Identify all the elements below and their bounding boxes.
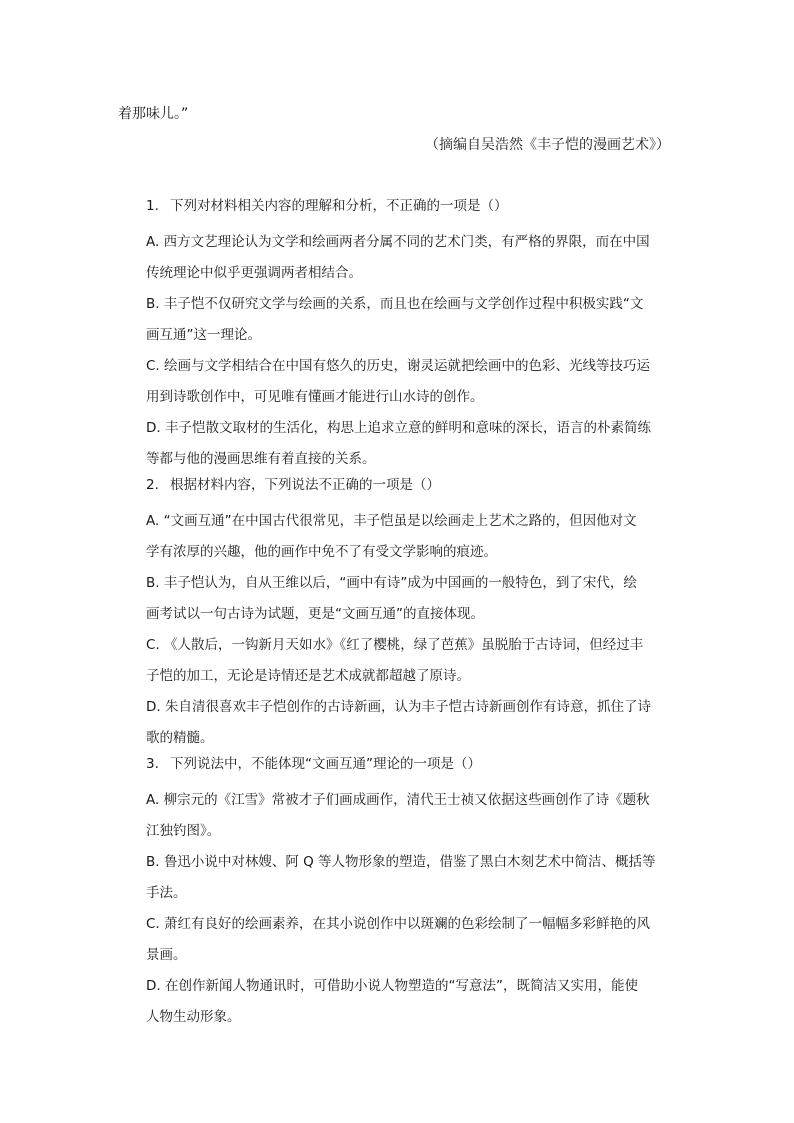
option-line: D. 在创作新闻人物通讯时，可借助小说人物塑造的“写意法”，既简洁又实用，能使: [146, 978, 638, 994]
option-c: [118, 909, 674, 971]
option-line: 手法。: [146, 885, 187, 901]
option-line: B. 丰子恺不仅研究文学与绘画的关系，而且也在绘画与文学创作过程中积极实践“文: [146, 296, 644, 312]
question-stem: [118, 475, 674, 506]
option-d: [118, 971, 674, 1033]
question-text: 下列对材料相关内容的理解和分析，不正确的一项是（）: [170, 198, 508, 214]
option-line: 用到诗歌创作中，可见唯有懂画才能进行山水诗的创作。: [146, 389, 484, 405]
option-line: 景画。: [146, 947, 187, 963]
option-line: 等都与他的漫画思维有着直接的关系。: [146, 451, 376, 467]
option-b: [118, 568, 674, 630]
option-line: 江独钓图》。: [146, 823, 221, 839]
option-line: A. 柳宗元的《江雪》常被才子们画成画作，清代王士祯又依据这些画创作了诗《题秋: [146, 792, 650, 808]
intro-line: 着那味儿。”: [118, 106, 189, 122]
source-citation: （摘编自吴浩然《丰子恺的漫画艺术》）: [425, 137, 670, 153]
question-text: 下列说法中，不能体现“文画互通”理论的一项是（）: [170, 756, 481, 772]
option-line: 画互通”这一理论。: [146, 327, 261, 343]
option-line: 传统理论中似乎更强调两者相结合。: [146, 265, 362, 281]
option-line: 歌的精髓。: [146, 730, 214, 746]
option-line: A. 西方文艺理论认为文学和绘画两者分属不同的艺术门类，有严格的界限，而在中国: [146, 234, 650, 250]
option-line: B. 鲁迅小说中对林嫂、阿 Q 等人物形象的塑造，借鉴了黑白木刻艺术中简洁、概括等: [146, 854, 656, 870]
question-number: 1.: [146, 198, 159, 214]
option-line: D. 丰子恺散文取材的生活化，构思上追求立意的鲜明和意味的深长，语言的朴素简练: [146, 420, 651, 436]
option-a: [118, 506, 674, 568]
option-line: 人物生动形象。: [146, 1009, 241, 1025]
question-1: [118, 196, 674, 475]
question-list: [118, 196, 674, 1033]
question-text: 根据材料内容，下列说法不正确的一项是（）: [170, 477, 440, 493]
option-line: A. “文画互通”在中国古代很常见，丰子恺虽是以绘画走上艺术之路的，但因他对文: [146, 513, 637, 529]
option-line: B. 丰子恺认为，自从王维以后，“画中有诗”成为中国画的一般特色，到了宋代，绘: [146, 575, 637, 591]
question-number: 2.: [146, 477, 159, 493]
option-line: 画考试以一句古诗为试题，更是“文画互通”的直接体现。: [146, 606, 484, 622]
option-b: [118, 289, 674, 351]
option-d: [118, 692, 674, 754]
option-a: [118, 227, 674, 289]
option-line: 子恺的加工，无论是诗情还是艺术成就都超越了原诗。: [146, 668, 470, 684]
option-line: C. 《人散后，一钩新月天如水》《红了樱桃，绿了芭蕉》虽脱胎于古诗词，但经过丰: [146, 637, 644, 653]
question-stem: [118, 196, 674, 227]
option-d: [118, 413, 674, 475]
option-line: D. 朱自清很喜欢丰子恺创作的古诗新画，认为丰子恺古诗新画创作有诗意，抓住了诗: [146, 699, 651, 715]
option-c: [118, 630, 674, 692]
option-a: [118, 785, 674, 847]
option-b: [118, 847, 674, 909]
question-stem: [118, 754, 674, 785]
option-line: C. 绘画与文学相结合在中国有悠久的历史，谢灵运就把绘画中的色彩、光线等技巧运: [146, 358, 651, 374]
option-line: 学有浓厚的兴趣，他的画作中免不了有受文学影响的痕迹。: [146, 544, 497, 560]
question-2: [118, 475, 674, 754]
question-3: [118, 754, 674, 1033]
question-number: 3.: [146, 756, 159, 772]
option-line: C. 萧红有良好的绘画素养，在其小说创作中以斑斓的色彩绘制了一幅幅多彩鲜艳的风: [146, 916, 651, 932]
option-c: [118, 351, 674, 413]
